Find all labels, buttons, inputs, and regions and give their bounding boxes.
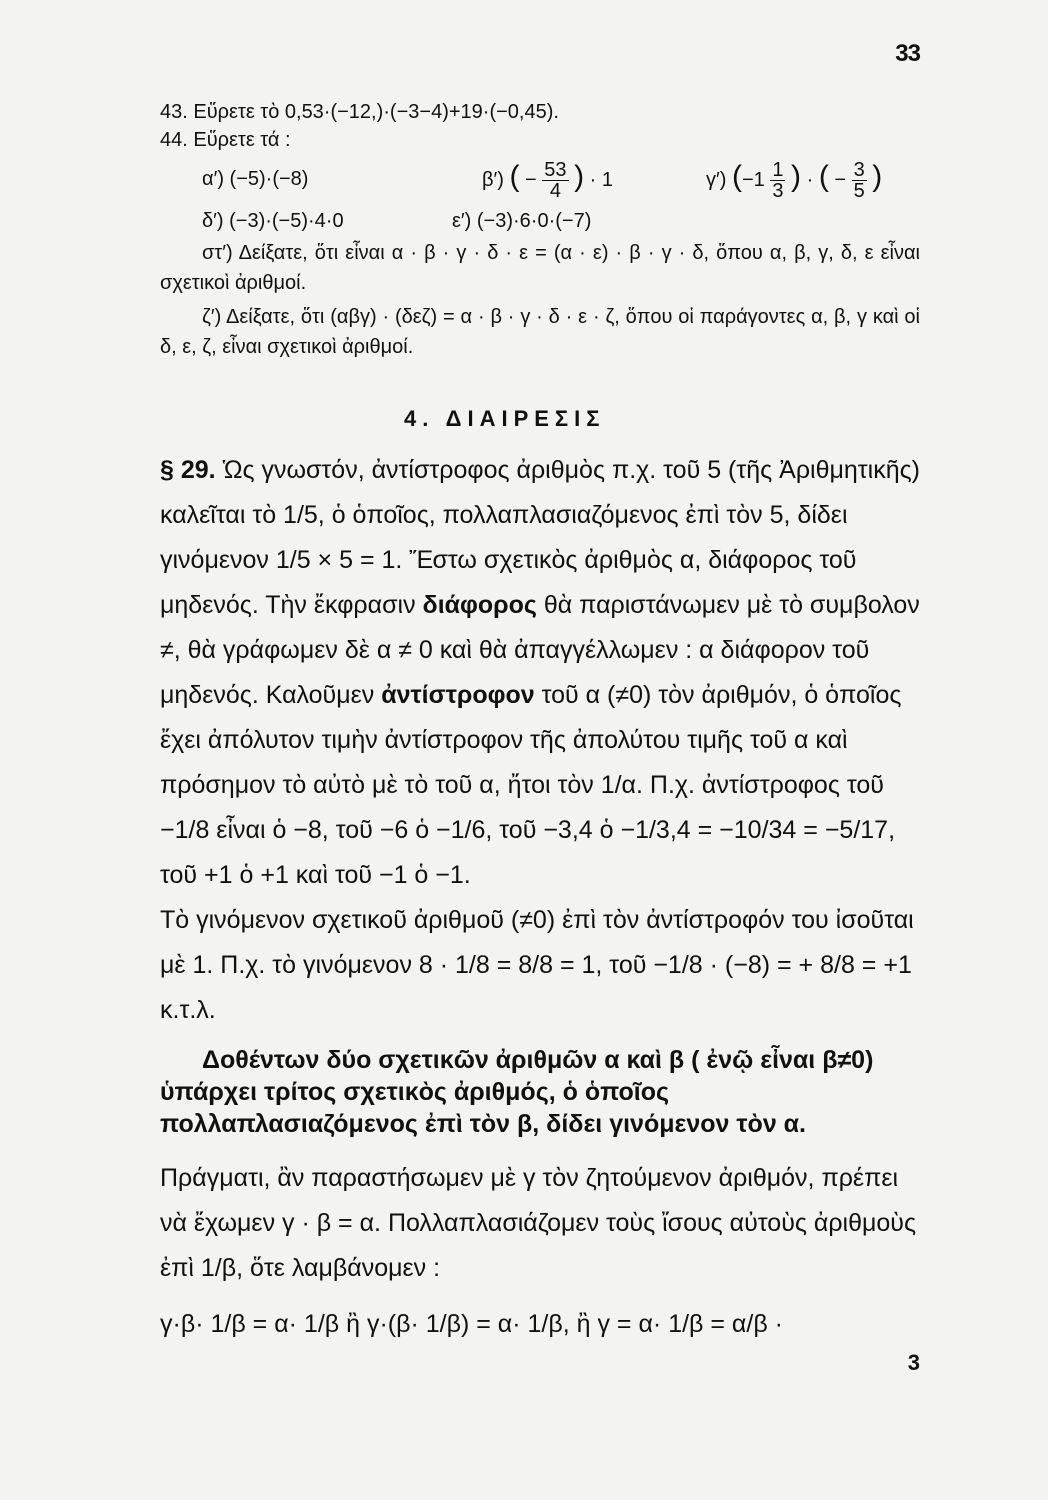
fraction-denominator: 3 — [772, 180, 784, 203]
item-alpha: α′) (−5)·(−8) — [202, 168, 309, 190]
proof — [160, 1156, 922, 1291]
footer-mark: 3 — [907, 1350, 920, 1375]
exercise-st — [160, 238, 920, 298]
exercise-zeta — [160, 302, 920, 362]
main-body — [160, 448, 922, 1033]
item-beta-fraction — [542, 160, 568, 201]
fraction-denominator: 5 — [853, 180, 865, 203]
item-gamma-fraction-2 — [852, 160, 867, 201]
term-diaforos: διάφορος — [422, 591, 537, 619]
proof-text: Πράγματι, ἂν παραστήσωμεν μὲ γ τὸν ζητούμενον ἀριθμόν, πρέπει νὰ ἔχωμεν γ · β = α. Πολλαπλασιάζομεν τοὺς ἴσους αὐτοὺς ἀριθμοὺς ἐπὶ 1/β, ὅτε λαμβάνομεν : — [160, 1164, 917, 1282]
fraction-denominator: 4 — [549, 180, 561, 203]
item-beta-label: β′) — [482, 169, 504, 191]
item-beta-suffix: · 1 — [589, 169, 613, 191]
exercise-zeta-text: ζ′) Δείξατε, ὅτι (αβγ) · (δεζ) = α · β · γ · δ · ε · ζ, ὅπου οἱ παράγοντες α, β, γ καὶ οἱ δ, ε, ζ, εἶναι σχετικοὶ ἀριθμοί. — [160, 306, 920, 358]
fraction-numerator: 1 — [772, 159, 784, 182]
item-delta: δ′) (−3)·(−5)·4·0 — [202, 210, 344, 232]
paragraph-29-part-3: τοῦ α (≠0) τὸν ἀριθμόν, ὁ ὁποῖος ἔχει ἀπόλυτον τιμὴν ἀντίστροφον τῆς ἀπολύτου τιμῆς τοῦ α καὶ πρόσημον τὸ αὐτὸ μὲ τὸ τοῦ α, ἤτοι τὸν 1/α. Π.χ. ἀντίστροφος τοῦ −1/8 εἶναι ὁ −8, τοῦ −6 ὁ −1/6, τοῦ −3,4 ὁ −1/3,4 = −10/34 = −5/17, τοῦ +1 ὁ +1 καὶ τοῦ −1 ὁ −1. — [160, 681, 902, 889]
theorem: Δοθέντων δύο σχετικῶν ἀριθμῶν α καὶ β ( ἐνῷ εἶναι β≠0) ὑπάρχει τρίτος σχετικὸς ἀριθμός, ὁ ὁποῖος πολλαπλασιαζόμενος ἐπὶ τὸν β, δίδει γινόμενον τὸν α. — [160, 1046, 874, 1138]
item-gamma: γ′) (−1 $\frac{1}{3}$ ) · ( − $\frac{3}{5}$ ) — [706, 159, 883, 203]
fraction-numerator: 3 — [853, 159, 865, 182]
item-gamma-label: γ′) — [706, 169, 727, 191]
page-number: 33 — [895, 40, 920, 67]
paragraph-number: § 29. — [160, 456, 223, 484]
exercise-43: 43. Εὕρετε τὸ 0,53·(−12,)·(−3−4)+19·(−0,45). — [160, 101, 559, 123]
exercise-44: 44. Εὕρετε τά : — [160, 129, 291, 151]
final-equation: γ·β· 1/β = α· 1/β ἢ γ·(β· 1/β) = α· 1/β, ἢ γ = α· 1/β = α/β · — [160, 1310, 783, 1338]
section-title: 4. ΔΙΑΙΡΕΣΙΣ — [404, 406, 606, 431]
fraction-numerator: 53 — [544, 159, 567, 182]
paragraph-29 — [160, 448, 922, 898]
exercise-st-text: στ′) Δείξατε, ὅτι εἶναι α · β · γ · δ · ε = (α · ε) · β · γ · δ, ὅπου α, β, γ, δ, ε εἶναι σχετικοὶ ἀριθμοί. — [160, 242, 920, 294]
paragraph-product: Τὸ γινόμενον σχετικοῦ ἀριθμοῦ (≠0) ἐπὶ τὸν ἀντίστροφόν του ἰσοῦται μὲ 1. Π.χ. τὸ γινόμενον 8 · 1/8 = 8/8 = 1, τοῦ −1/8 · (−8) = + 8/8 = +1 κ.τ.λ. — [160, 906, 914, 1024]
paragraph-29-part-2: θὰ παριστάνωμεν μὲ τὸ συμβολον ≠, θὰ γράφωμεν δὲ α ≠ 0 καὶ θὰ ἀπαγγέλλωμεν : α διάφορον τοῦ μηδενός. Καλοῦμεν — [160, 591, 920, 709]
term-antistrofon: ἀντίστροφον — [381, 681, 535, 709]
item-gamma-fraction-1 — [770, 160, 785, 201]
paragraph-29-part-1: Ὡς γνωστόν, ἀντίστροφος ἀριθμὸς π.χ. τοῦ 5 (τῆς Ἀριθμητικῆς) καλεῖται τὸ 1/5, ὁ ὁποῖος, πολλαπλασιαζόμενος ἐπὶ τὸν 5, δίδει γινόμενον 1/5 × 5 = 1. Ἔστω σχετικὸς ἀριθμὸς α, διάφορος τοῦ μηδενός. Τὴν ἔκφρασιν — [160, 456, 921, 619]
item-beta: β′) ( − $\frac{53}{4}$ ) · 1 — [482, 159, 613, 203]
item-epsilon: ε′) (−3)·6·0·(−7) — [452, 210, 592, 232]
